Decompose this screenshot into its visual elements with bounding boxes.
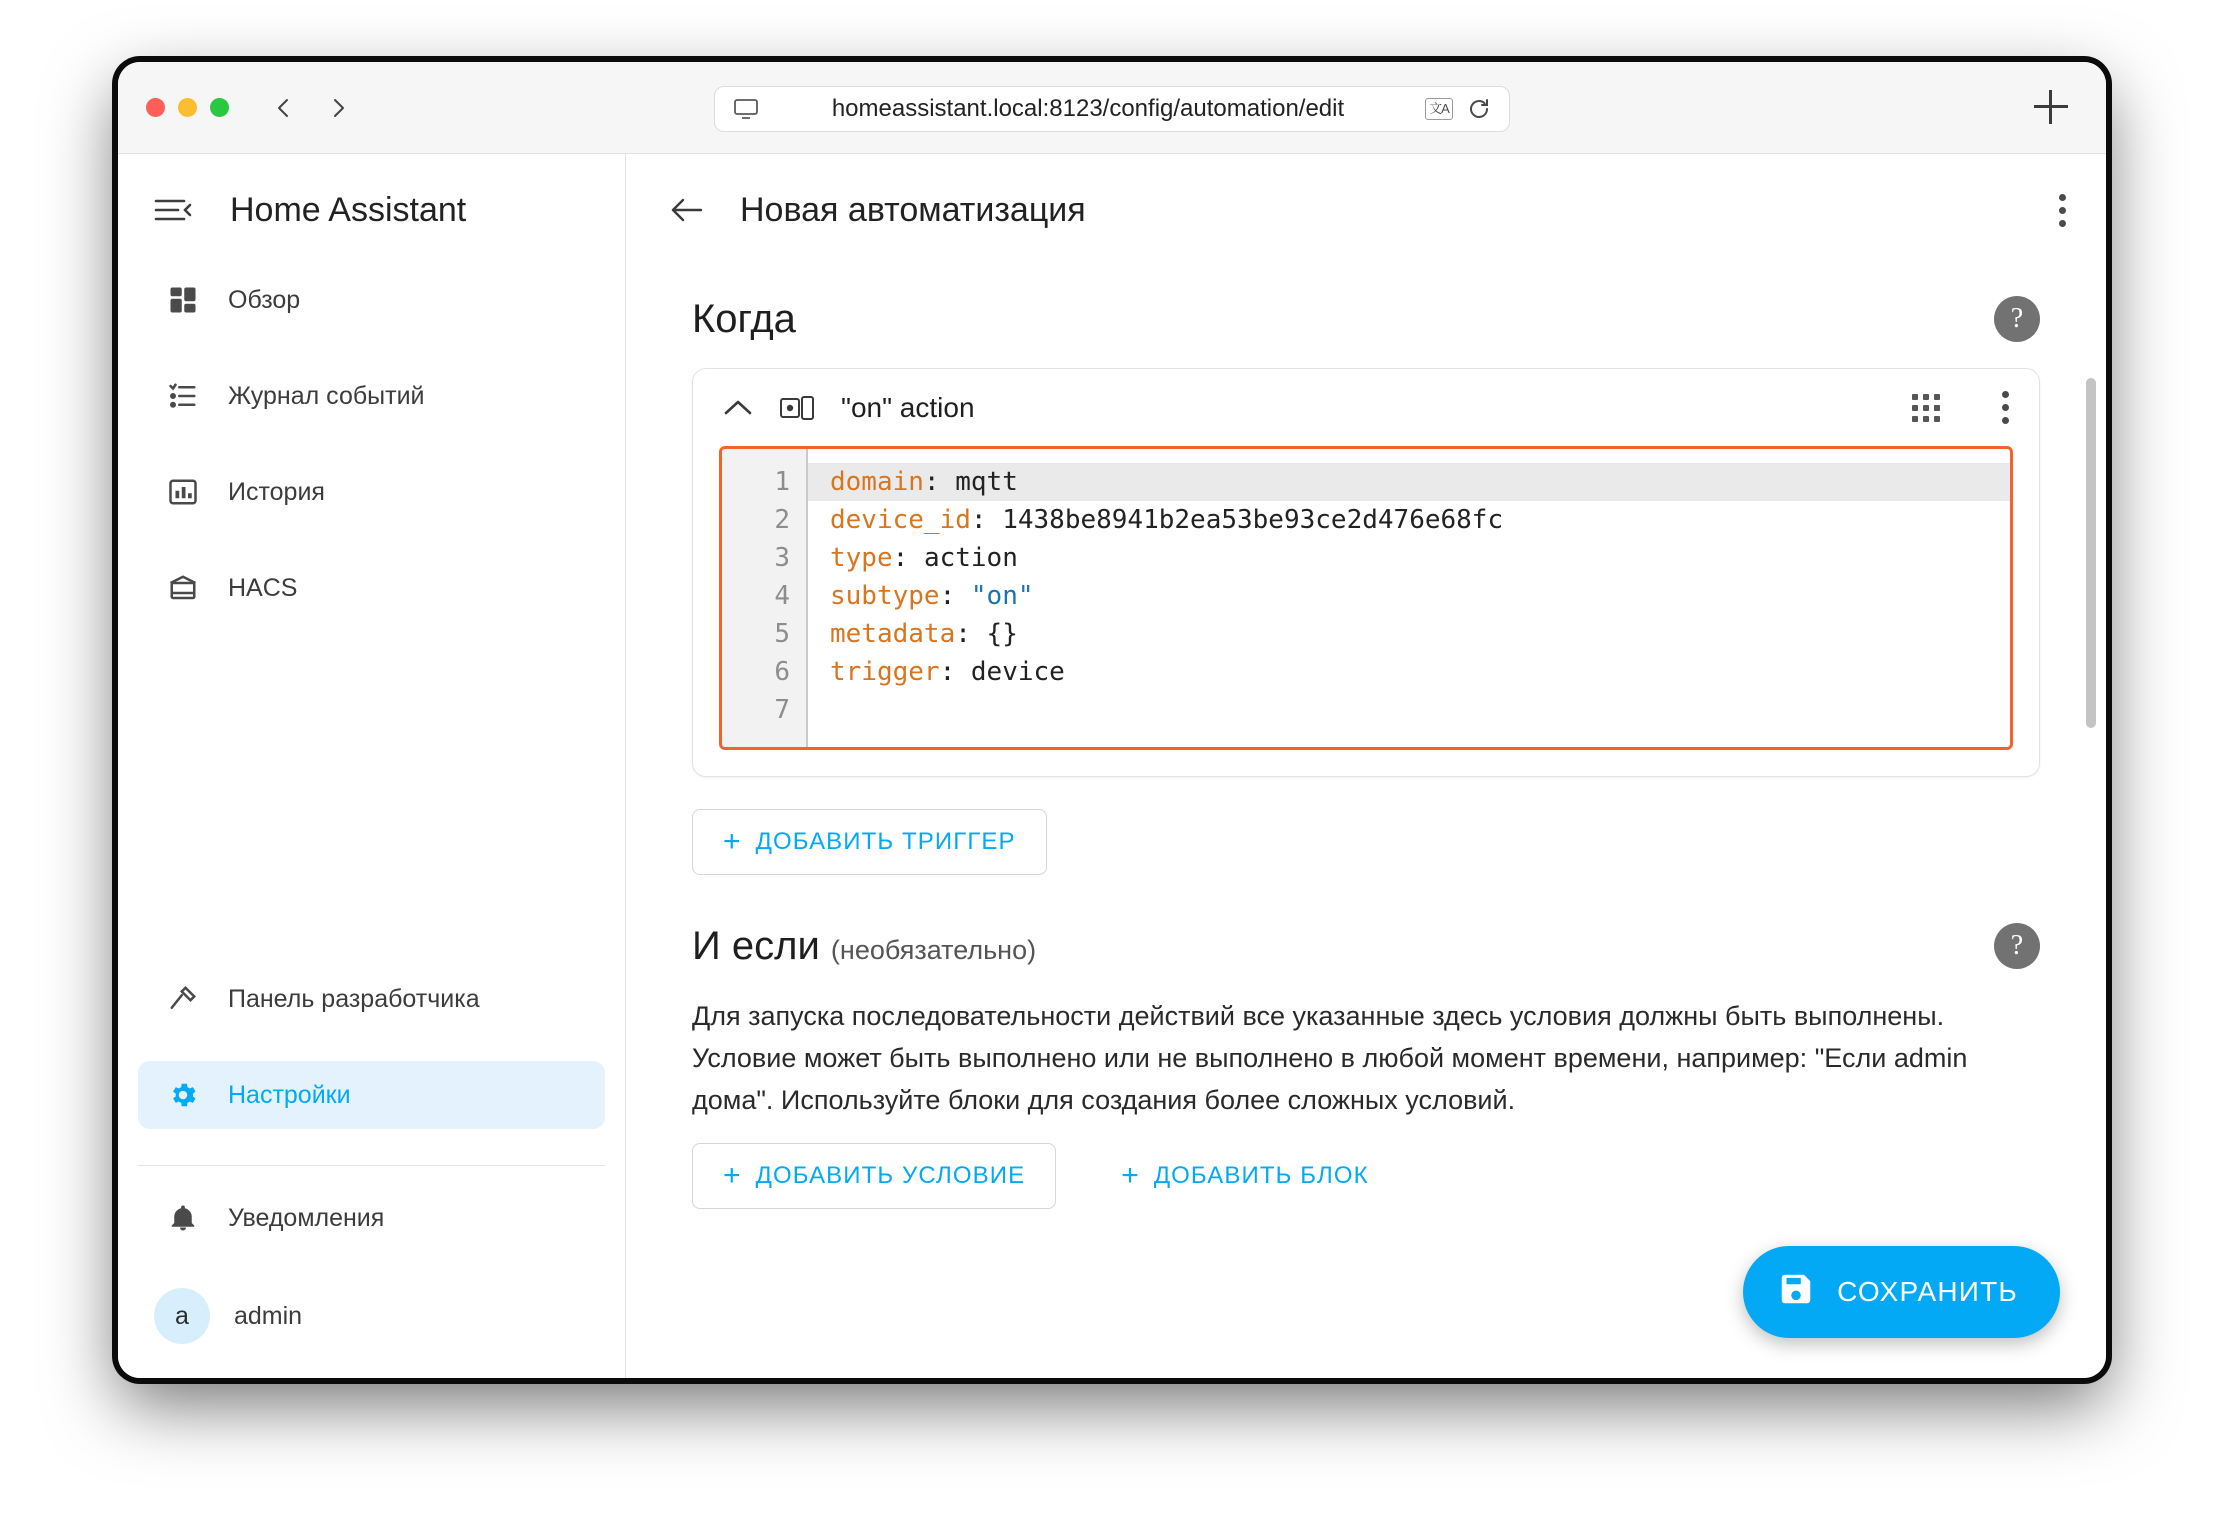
- editor-content: [626, 266, 2106, 1378]
- code-line: metadata: {}: [830, 619, 1018, 649]
- code-line: subtype: "on": [830, 581, 1034, 611]
- reload-icon[interactable]: [1467, 97, 1491, 121]
- hacs-icon: [166, 571, 200, 605]
- line-number: 1: [774, 467, 790, 497]
- code-line: [830, 691, 2010, 729]
- add-trigger-label: ДОБАВИТЬ ТРИГГЕР: [755, 828, 1016, 855]
- sidebar-item-notifications[interactable]: [138, 1184, 605, 1252]
- drag-handle-icon[interactable]: [1912, 394, 1940, 422]
- line-number: 7: [774, 695, 790, 725]
- if-section-buttons: [692, 1143, 2040, 1209]
- page-toolbar: [626, 154, 2106, 266]
- sidebar-item-settings[interactable]: [138, 1061, 605, 1129]
- kebab-menu-icon[interactable]: [2002, 391, 2009, 424]
- line-numbers: [722, 449, 806, 747]
- line-number: 3: [774, 543, 790, 573]
- window-controls[interactable]: [146, 98, 229, 117]
- app-body: [118, 154, 2106, 1378]
- help-icon[interactable]: ?: [1994, 296, 2040, 342]
- device-trigger-icon: [779, 394, 815, 422]
- code-line: type: action: [830, 543, 1018, 573]
- if-section-description: Для запуска последовательности действий все указанные здесь условия должны быть выполнены. Условие может быть выполнено или не выполнено в любой момент времени, например: "Если admin дома". Используйте блоки для создания более сложных условий.: [692, 1001, 1968, 1115]
- line-number: 2: [774, 505, 790, 535]
- menu-toggle-icon[interactable]: [154, 197, 192, 223]
- address-bar[interactable]: [714, 86, 1510, 132]
- sidebar-item-logbook[interactable]: [138, 362, 605, 430]
- back-arrow-icon[interactable]: [670, 195, 704, 225]
- trigger-card: [692, 368, 2040, 777]
- user-name: admin: [234, 1301, 303, 1330]
- sidebar-item-developer-tools[interactable]: [138, 965, 605, 1033]
- trigger-card-title: "on" action: [841, 391, 975, 423]
- sidebar-item-history[interactable]: [138, 458, 605, 526]
- app-title: Home Assistant: [230, 190, 467, 229]
- help-icon[interactable]: ?: [1994, 923, 2040, 969]
- line-number: 6: [774, 657, 790, 687]
- save-icon: [1777, 1270, 1815, 1315]
- sidebar-item-overview[interactable]: [138, 266, 605, 334]
- if-title-text: И если: [692, 923, 820, 968]
- url-text: homeassistant.local:8123/config/automation/edit: [831, 95, 1345, 122]
- code-body[interactable]: [806, 449, 2010, 747]
- trigger-card-header: [693, 369, 2039, 442]
- chevron-up-icon[interactable]: [723, 398, 753, 418]
- hammer-icon: [166, 982, 200, 1016]
- browser-titlebar: [118, 62, 2106, 154]
- browser-nav-buttons[interactable]: [271, 95, 351, 121]
- close-window-button[interactable]: [146, 98, 165, 117]
- screen-icon: [733, 98, 759, 120]
- line-number: 5: [774, 619, 790, 649]
- sidebar-item-label: Журнал событий: [228, 381, 425, 410]
- forward-arrow-icon[interactable]: [325, 95, 351, 121]
- back-arrow-icon[interactable]: [271, 95, 297, 121]
- save-button[interactable]: [1743, 1246, 2060, 1338]
- sidebar-item-label: HACS: [228, 573, 298, 602]
- when-section-header: [692, 296, 2040, 342]
- kebab-menu-icon[interactable]: [2059, 194, 2066, 227]
- history-icon: [166, 475, 200, 509]
- code-line: device_id: 1438be8941b2ea53be93ce2d476e68fc: [830, 505, 1504, 535]
- plus-icon: +: [1121, 1159, 1140, 1192]
- save-label: СОХРАНИТЬ: [1837, 1276, 2018, 1307]
- add-condition-button[interactable]: [692, 1143, 1056, 1209]
- plus-icon: +: [723, 1159, 742, 1192]
- sidebar-main-list: [118, 266, 625, 650]
- bell-icon: [166, 1201, 200, 1235]
- address-bar-icons[interactable]: [1425, 97, 1491, 121]
- sidebar-item-label: История: [228, 477, 325, 506]
- sidebar-item-label: Настройки: [228, 1080, 351, 1109]
- sidebar-item-label: Обзор: [228, 285, 301, 314]
- line-number: 4: [774, 581, 790, 611]
- translate-icon[interactable]: 文A: [1425, 98, 1453, 120]
- yaml-code[interactable]: [722, 449, 2010, 747]
- add-trigger-button[interactable]: [692, 809, 1047, 875]
- avatar: a: [154, 1288, 210, 1344]
- sidebar-lower-list: [118, 965, 625, 1157]
- logbook-icon: [166, 379, 200, 413]
- minimize-window-button[interactable]: [178, 98, 197, 117]
- code-line: trigger: device: [830, 657, 1065, 687]
- add-block-label: ДОБАВИТЬ БЛОК: [1153, 1162, 1369, 1189]
- sidebar: [118, 154, 626, 1378]
- if-section-header: [692, 923, 2040, 969]
- yaml-editor[interactable]: [719, 446, 2013, 750]
- gear-icon: [166, 1078, 200, 1112]
- dashboard-icon: [166, 283, 200, 317]
- if-section-title: [692, 924, 1036, 969]
- sidebar-item-user[interactable]: [138, 1280, 605, 1352]
- add-block-button[interactable]: [1090, 1143, 1400, 1209]
- sidebar-item-label: Панель разработчика: [228, 984, 480, 1013]
- add-condition-label: ДОБАВИТЬ УСЛОВИЕ: [755, 1162, 1026, 1189]
- sidebar-divider: [138, 1165, 605, 1166]
- code-line: domain: mqtt: [808, 463, 2010, 501]
- sidebar-bottom: [118, 1157, 625, 1378]
- sidebar-item-hacs[interactable]: [138, 554, 605, 622]
- main-panel: [626, 154, 2106, 1378]
- content-scrollbar[interactable]: [2086, 378, 2096, 728]
- page-title: Новая автоматизация: [740, 190, 1086, 229]
- sidebar-header: [118, 154, 625, 266]
- plus-icon: +: [723, 825, 742, 858]
- browser-window: [118, 62, 2106, 1378]
- sidebar-item-label: Уведомления: [228, 1203, 385, 1232]
- new-tab-button[interactable]: [2034, 90, 2068, 124]
- if-title-optional: (необязательно): [830, 934, 1037, 965]
- maximize-window-button[interactable]: [210, 98, 229, 117]
- when-section-title: Когда: [692, 296, 796, 341]
